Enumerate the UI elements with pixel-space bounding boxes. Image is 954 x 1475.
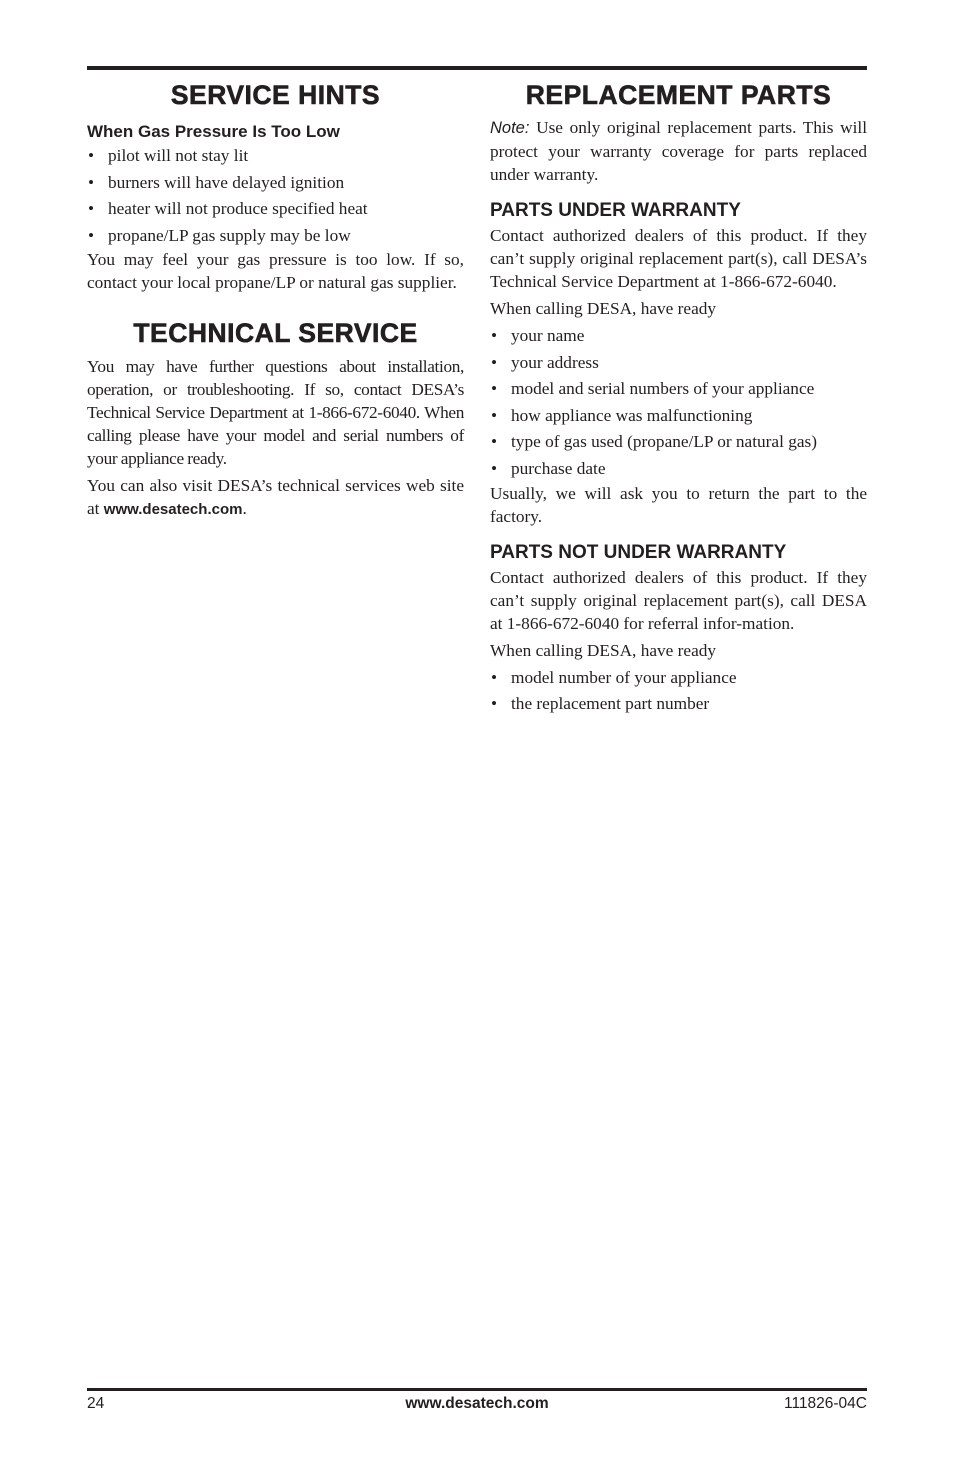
under-warranty-intro: When calling DESA, have ready bbox=[490, 299, 717, 318]
not-under-warranty-intro: When calling DESA, have ready bbox=[490, 640, 717, 660]
footer-url[interactable]: www.desatech.com bbox=[405, 1395, 549, 1412]
website-link[interactable]: www.desatech.com bbox=[103, 501, 243, 519]
not-under-warranty-paragraph: Contact authorized dealers of this product. If they can’t supply original replacement part(s), call DESA at 1-866-672-6040 for referral infor-mation. bbox=[490, 567, 867, 633]
under-warranty-closing: Usually, we will ask you to return the part to the factory. bbox=[490, 483, 867, 526]
list-item: • propane/LP gas supply may be low bbox=[87, 224, 464, 247]
under-warranty-paragraph: Contact authorized dealers of this product. If they can’t supply original replacement part(s), call DESA’s Technical Service Department at 1-866-672-6040. bbox=[490, 226, 867, 291]
list-item: • how appliance was malfunctioning bbox=[490, 404, 867, 427]
not-under-warranty-list bbox=[490, 666, 867, 716]
parts-under-warranty-heading: PARTS UNDER WARRANTY bbox=[490, 200, 741, 221]
list-item: • burners will have delayed ignition bbox=[87, 171, 464, 194]
note-label: Note: bbox=[490, 119, 530, 137]
note-text: Use only original replacement parts. This will protect your warranty coverage for parts replaced under warranty. bbox=[490, 118, 867, 184]
page-number: 24 bbox=[87, 1395, 105, 1412]
list-item: • type of gas used (propane/LP or natural gas) bbox=[490, 430, 867, 453]
low-pressure-list bbox=[87, 144, 464, 247]
replacement-note bbox=[490, 116, 867, 186]
document-number: 111826-04C bbox=[783, 1395, 867, 1412]
list-item: • your address bbox=[490, 351, 867, 374]
low-pressure-subheading: When Gas Pressure Is Too Low bbox=[87, 122, 340, 141]
service-hints-title: SERVICE HINTS bbox=[170, 80, 381, 110]
website-period: . bbox=[242, 499, 247, 519]
bottom-rule bbox=[87, 1388, 867, 1391]
service-hints-paragraph: You may feel your gas pressure is too low. If so, contact your local propane/LP or natural gas supplier. bbox=[87, 250, 464, 293]
list-item: • the replacement part number bbox=[490, 692, 867, 715]
list-item: • heater will not produce specified heat bbox=[87, 197, 464, 220]
list-item: • model and serial numbers of your appliance bbox=[490, 377, 867, 400]
list-item: • model number of your appliance bbox=[490, 666, 867, 689]
list-item: • your name bbox=[490, 324, 867, 347]
parts-not-under-warranty-heading: PARTS NOT UNDER WARRANTY bbox=[490, 541, 787, 563]
list-item: • pilot will not stay lit bbox=[87, 144, 464, 167]
website-text: You can also visit DESA’s technical services web site at bbox=[87, 476, 464, 519]
right-column bbox=[490, 78, 867, 719]
technical-service-website-paragraph bbox=[87, 474, 464, 521]
left-column bbox=[87, 78, 464, 521]
technical-service-paragraph: You may have further questions about installation, operation, or troubleshooting. If so, contact DESA’s Technical Service Department at 1-866-672-6040. When calling please have your model and serial numbers of your appliance ready. bbox=[87, 357, 464, 469]
list-item: • purchase date bbox=[490, 457, 867, 480]
technical-service-title: TECHNICAL SERVICE bbox=[133, 318, 418, 349]
under-warranty-list bbox=[490, 324, 867, 480]
replacement-parts-title: REPLACEMENT PARTS bbox=[525, 80, 832, 110]
top-rule bbox=[87, 66, 867, 70]
